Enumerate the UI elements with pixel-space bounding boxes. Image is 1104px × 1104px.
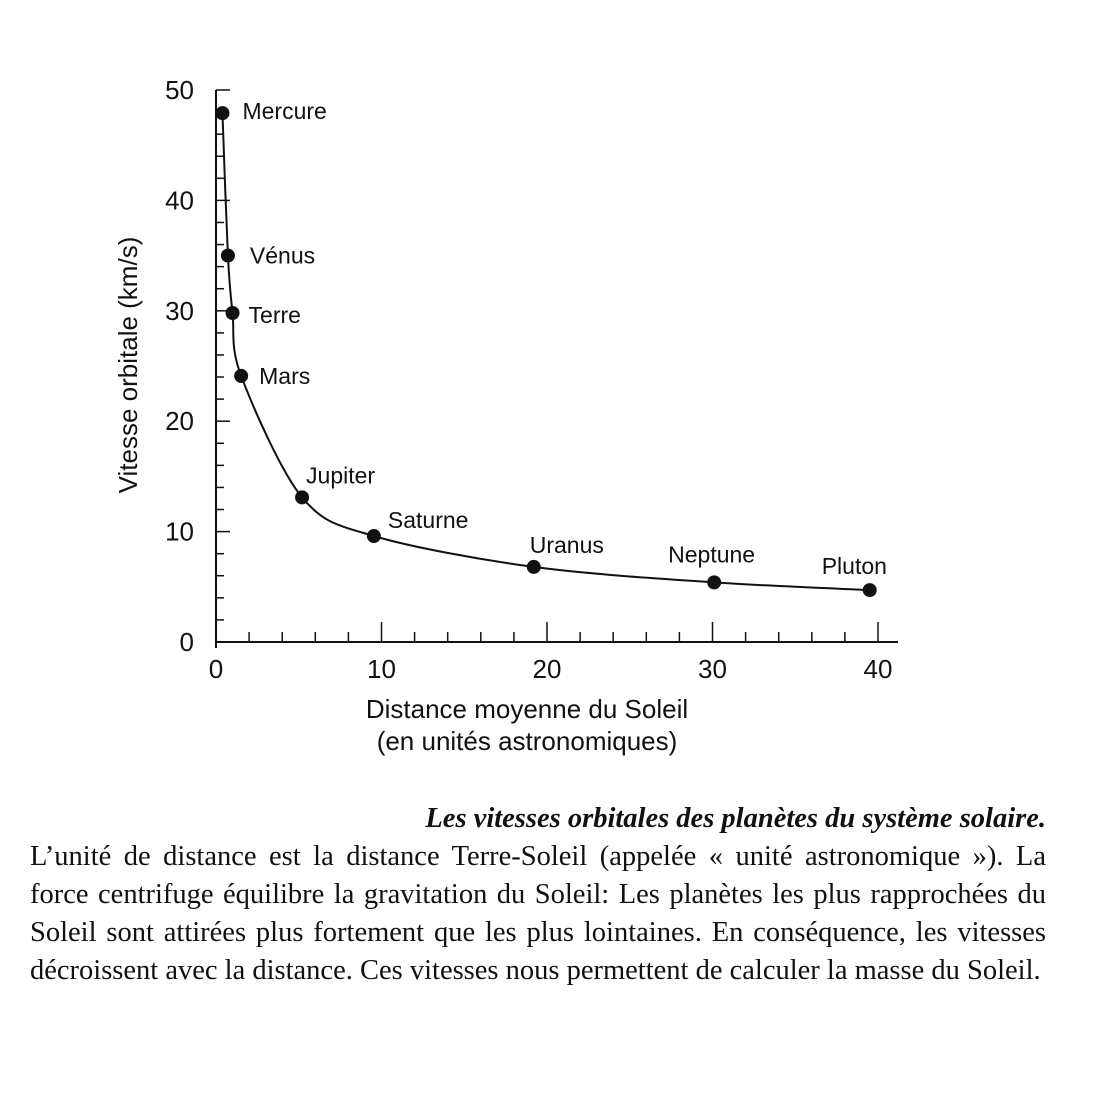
caption-title: Les vitesses orbitales des planètes du système solaire. [425, 803, 1046, 834]
y-axis-minor-ticks [216, 90, 230, 642]
planet-labels [242, 98, 886, 579]
label-jupiter: Jupiter [306, 462, 376, 489]
x-tick-label: 40 [863, 654, 893, 684]
label-uranus: Uranus [529, 531, 604, 558]
point-jupiter [295, 490, 309, 504]
point-neptune [707, 575, 721, 589]
x-tick-label: 10 [367, 654, 396, 684]
y-tick-label: 30 [165, 295, 194, 326]
point-terre [226, 306, 240, 320]
x-axis-label-line-1: Distance moyenne du Soleil [365, 694, 689, 724]
y-axis-tick-labels [165, 75, 194, 657]
point-saturne [367, 529, 381, 543]
x-axis-tick-labels [209, 654, 893, 684]
label-mercure: Mercure [242, 98, 327, 125]
y-axis-label: Vitesse orbitale (km/s) [113, 236, 143, 494]
label-terre: Terre [248, 302, 301, 329]
point-venus [221, 249, 235, 263]
point-mercure [215, 106, 229, 120]
y-tick-label: 0 [179, 627, 194, 657]
point-mars [234, 369, 248, 383]
x-tick-label: 0 [208, 654, 224, 684]
caption-body: L’unité de distance est la distance Terre-Soleil (appelée « unité astronomique »). La force centrifuge équilibre la gravitation du Soleil: Les planètes les plus rapprochées du Soleil sont attirées plus fortement que les plus lointaines. En conséquence, les vitesses décroissent avec la distance. Ces vitesses nous permettent de calculer la masse du Soleil. [30, 841, 1046, 986]
y-tick-label: 50 [165, 75, 194, 105]
y-tick-label: 10 [165, 516, 194, 547]
orbital-speed-curve [222, 113, 869, 590]
label-venus: Vénus [249, 242, 316, 269]
figure-caption [30, 800, 1046, 990]
y-tick-label: 40 [165, 185, 194, 216]
point-uranus [527, 560, 541, 574]
x-tick-label: 20 [532, 654, 562, 684]
x-tick-label: 30 [698, 654, 727, 684]
x-axis-label-line-2: (en unités astronomiques) [376, 726, 678, 756]
point-pluton [863, 583, 877, 597]
y-tick-label: 20 [165, 406, 194, 437]
label-mars: Mars [259, 362, 311, 389]
x-axis-minor-ticks [216, 622, 878, 642]
label-neptune: Neptune [668, 541, 756, 568]
label-saturne: Saturne [387, 507, 469, 534]
planet-points [215, 106, 876, 597]
label-pluton: Pluton [821, 553, 887, 580]
